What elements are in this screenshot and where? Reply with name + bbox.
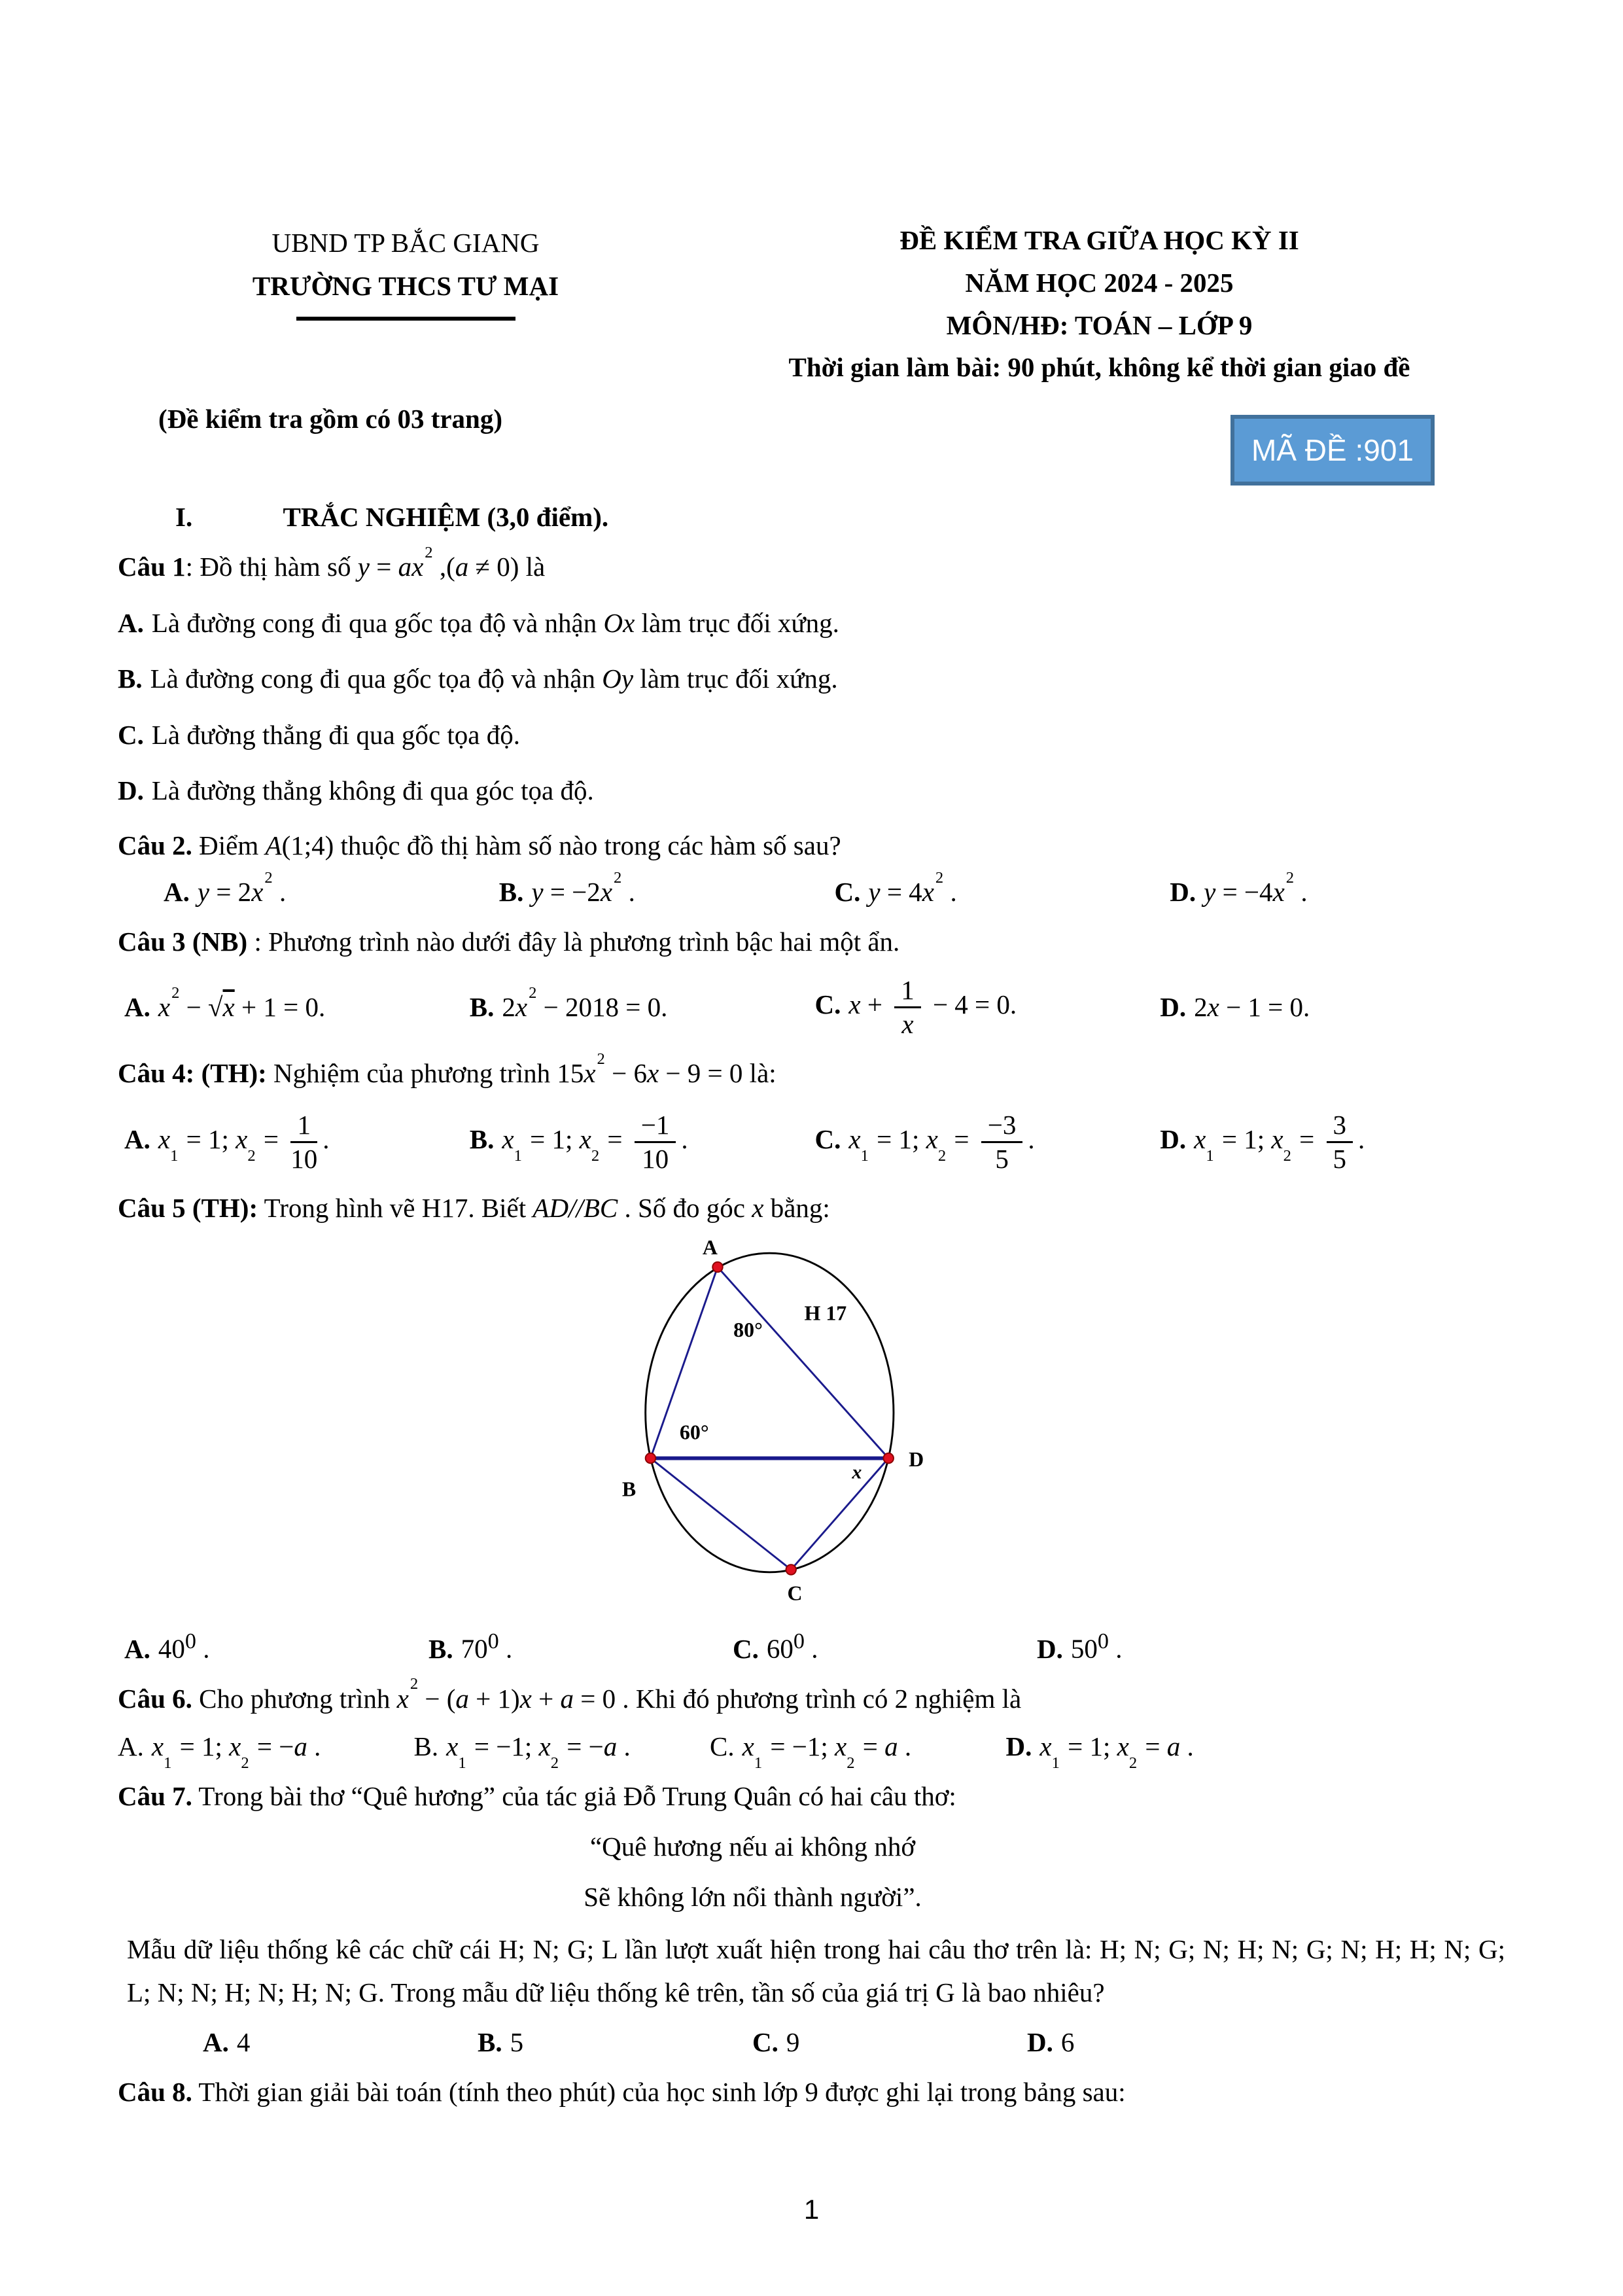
option-label: B. bbox=[469, 992, 495, 1023]
angle-80-label: 80° bbox=[733, 1318, 763, 1341]
option-math: x + $\frac{1}{x}$ − 4 = 0. bbox=[848, 974, 1017, 1039]
q1-pre: : Đồ thị hàm số bbox=[185, 552, 358, 582]
option-label: C. bbox=[814, 1124, 841, 1155]
q2-option-c bbox=[834, 868, 1170, 908]
option-tail: . bbox=[804, 1633, 818, 1664]
header-rule bbox=[296, 317, 515, 321]
option-sup: 0 bbox=[1097, 1629, 1109, 1653]
q2-math: A(1;4) bbox=[265, 830, 334, 860]
q3-option-b bbox=[469, 983, 815, 1023]
option-value: 9 bbox=[786, 2026, 800, 2057]
option-label: D. bbox=[1170, 877, 1196, 908]
question-2-stem bbox=[118, 826, 1505, 866]
point-label-d: D bbox=[908, 1448, 924, 1472]
option-label: C. bbox=[733, 1633, 759, 1664]
option-sup: 0 bbox=[184, 1629, 196, 1653]
q6-math: $x^2 - (a + 1)x + a = 0$ bbox=[396, 1675, 616, 1714]
q6-option-d bbox=[1005, 1731, 1302, 1772]
question-5-stem bbox=[118, 1188, 1505, 1229]
point-label-b: B bbox=[621, 1477, 636, 1501]
section-title: TRẮC NGHIỆM (3,0 điểm). bbox=[283, 502, 609, 533]
option-value: 6 bbox=[1060, 2026, 1075, 2057]
option-math: $x^2 - √x + 1 = 0$. bbox=[158, 983, 326, 1023]
header bbox=[118, 219, 1505, 389]
option-math: $x_1 = -1$; $x_2 = a$ . bbox=[742, 1731, 912, 1772]
option-label: A. bbox=[118, 607, 144, 638]
option-text: Là đường cong đi qua gốc tọa độ và nhận bbox=[151, 607, 604, 638]
q5-pre: Trong hình vẽ H17. Biết bbox=[258, 1193, 533, 1224]
option-sup: 0 bbox=[487, 1629, 499, 1653]
q4-label: Câu 4: (TH): bbox=[118, 1057, 267, 1088]
q1-option-b bbox=[118, 659, 1505, 699]
q2-option-d bbox=[1170, 868, 1505, 908]
q4-option-c bbox=[815, 1110, 1161, 1174]
option-math: $y = 2x^2$ . bbox=[197, 868, 287, 908]
q2-label: Câu 2. bbox=[118, 830, 192, 860]
q1-label: Câu 1 bbox=[118, 552, 186, 582]
q4-post: là: bbox=[742, 1057, 777, 1088]
option-label: C. bbox=[710, 1731, 735, 1762]
option-text: Là đường thẳng đi qua gốc tọa độ. bbox=[151, 719, 520, 750]
option-label: D. bbox=[1037, 1633, 1063, 1664]
note-row bbox=[118, 400, 1505, 486]
option-label: C. bbox=[814, 989, 841, 1019]
option-label: D. bbox=[118, 775, 144, 806]
q4-option-a bbox=[124, 1110, 470, 1174]
q1-post: là bbox=[519, 552, 546, 582]
q6-option-a bbox=[118, 1731, 414, 1772]
chord-bc bbox=[650, 1458, 791, 1570]
option-label: C. bbox=[752, 2026, 778, 2057]
option-math: $y = -2x^2$ . bbox=[531, 868, 635, 908]
exam-subject: MÔN/HĐ: TOÁN – LỚP 9 bbox=[946, 309, 1253, 340]
circle-figure bbox=[580, 1237, 972, 1607]
q7-label: Câu 7. bbox=[118, 1781, 192, 1812]
q1-option-a bbox=[118, 603, 1505, 644]
q7-option-b bbox=[478, 2026, 752, 2058]
question-1-stem bbox=[118, 543, 1505, 588]
section-numeral: I. bbox=[175, 502, 193, 533]
option-label: B. bbox=[498, 877, 524, 908]
q7-option-a bbox=[203, 2026, 478, 2058]
q3-option-a bbox=[124, 983, 470, 1023]
question-4-stem bbox=[118, 1050, 1505, 1094]
option-math: $y = -4x^2$ . bbox=[1204, 868, 1308, 908]
question-3-stem bbox=[118, 922, 1505, 963]
chord-ad bbox=[717, 1267, 888, 1458]
q7-verse-2: Sẽ không lớn nổi thành người”. bbox=[584, 1882, 922, 1913]
option-tail: . bbox=[196, 1633, 210, 1664]
option-label: B. bbox=[118, 663, 143, 694]
q4-option-b bbox=[470, 1110, 815, 1174]
option-value: 50 bbox=[1070, 1633, 1098, 1664]
figure-h17-label: H 17 bbox=[804, 1301, 846, 1325]
option-label: D. bbox=[1160, 992, 1187, 1023]
option-math: $x_1 = -1$; $x_2 = -a$ . bbox=[446, 1731, 631, 1772]
q5-label: Câu 5 (TH): bbox=[118, 1193, 258, 1224]
option-label: A. bbox=[118, 1731, 144, 1762]
option-label: A. bbox=[124, 992, 150, 1023]
exam-title: ĐỀ KIỂM TRA GIỮA HỌC KỲ II bbox=[899, 225, 1299, 255]
exam-duration: Thời gian làm bài: 90 phút, không kể thời gian giao đề bbox=[788, 352, 1410, 383]
q2-option-a bbox=[164, 868, 499, 908]
q6-options-row bbox=[118, 1731, 1302, 1772]
q1-math: $y = ax^2$ ,(a ≠ 0) bbox=[357, 543, 519, 582]
option-value: 60 bbox=[766, 1633, 794, 1664]
section-heading bbox=[118, 501, 1505, 533]
q7-pre: Trong bài thơ “Quê hương” của tác giả Đỗ Trung Quân có hai câu thơ: bbox=[192, 1781, 956, 1812]
q3-label: Câu 3 (NB) bbox=[118, 927, 248, 957]
option-sup: 0 bbox=[793, 1629, 805, 1653]
exam-year: NĂM HỌC 2024 - 2025 bbox=[965, 267, 1234, 298]
question-7-stem bbox=[118, 1776, 1505, 1817]
point-label-c: C bbox=[787, 1581, 803, 1605]
option-label: A. bbox=[203, 2026, 229, 2057]
option-tail: làm trục đối xứng. bbox=[633, 663, 838, 694]
option-math: $x_1 = 1$; $x_2$ = $\frac{-3}{5}$ . bbox=[848, 1110, 1035, 1174]
option-var: Oy bbox=[602, 663, 634, 694]
q7-options-row bbox=[118, 2026, 1302, 2058]
q4-option-d bbox=[1160, 1110, 1505, 1174]
school-name: TRƯỜNG THCS TƯ MẠI bbox=[252, 270, 559, 301]
q6-label: Câu 6. bbox=[118, 1683, 192, 1714]
option-math: 2x − 1 = 0. bbox=[1194, 992, 1310, 1023]
option-tail: . bbox=[498, 1633, 513, 1664]
org-name: UBND TP BẮC GIANG bbox=[271, 228, 540, 258]
option-tail: . bbox=[1108, 1633, 1123, 1664]
exam-code-badge: MÃ ĐỀ :901 bbox=[1230, 415, 1435, 486]
option-label: C. bbox=[118, 719, 144, 750]
pages-note: (Đề kiểm tra gồm có 03 trang) bbox=[158, 404, 503, 434]
q1-option-d bbox=[118, 771, 1505, 811]
option-label: D. bbox=[1005, 1731, 1032, 1762]
q7-option-c bbox=[752, 2026, 1027, 2058]
q5-post: bằng: bbox=[763, 1193, 830, 1224]
chord-cd bbox=[791, 1458, 888, 1570]
option-label: D. bbox=[1027, 2026, 1053, 2057]
option-value: 5 bbox=[510, 2026, 524, 2057]
option-label: A. bbox=[124, 1633, 150, 1664]
q6-option-b bbox=[413, 1731, 710, 1772]
q4-math: $15x^2 - 6x - 9 = 0$ bbox=[557, 1050, 743, 1088]
q7-option-d bbox=[1027, 2026, 1302, 2058]
option-text: Là đường cong đi qua gốc tọa độ và nhận bbox=[150, 663, 602, 694]
page-number: 1 bbox=[803, 2194, 820, 2225]
point-b bbox=[645, 1453, 655, 1463]
option-math: $x_1 = 1$; $x_2$ = $\frac{-1}{10}$ . bbox=[502, 1110, 688, 1174]
q5-option-b bbox=[428, 1629, 733, 1665]
q6-post: . Khi đó phương trình có 2 nghiệm là bbox=[616, 1683, 1022, 1714]
q5-options-row bbox=[118, 1629, 1341, 1665]
option-label: B. bbox=[413, 1731, 439, 1762]
option-math: $x_1 = 1$; $x_2$ = $\frac{1}{10}$ . bbox=[158, 1110, 330, 1174]
point-d bbox=[883, 1453, 893, 1463]
q4-options-row bbox=[118, 1110, 1505, 1174]
question-8-stem bbox=[118, 2072, 1505, 2113]
option-value: 70 bbox=[461, 1633, 488, 1664]
q3-options-row bbox=[118, 976, 1505, 1039]
option-math: $x_1 = 1$; $x_2$ = $\frac{3}{5}$ . bbox=[1194, 1110, 1365, 1174]
question-6-stem bbox=[118, 1675, 1505, 1720]
option-math: $x_1 = 1$; $x_2 = a$ . bbox=[1039, 1731, 1194, 1772]
q2-option-b bbox=[498, 868, 835, 908]
option-value: 4 bbox=[236, 2026, 251, 2057]
q5-math: AD//BC bbox=[532, 1193, 618, 1224]
circle-outline bbox=[645, 1253, 893, 1572]
q3-pre: : Phương trình nào dưới đây là phương trình bậc hai một ẩn. bbox=[247, 927, 900, 957]
option-label: B. bbox=[478, 2026, 502, 2057]
q4-pre: Nghiệm của phương trình bbox=[266, 1057, 557, 1088]
q8-label: Câu 8. bbox=[118, 2076, 192, 2107]
q2-options-row bbox=[118, 868, 1505, 908]
q5-mid: . Số đo góc bbox=[618, 1193, 752, 1224]
q5-option-d bbox=[1037, 1629, 1341, 1665]
q7-verse-1: “Quê hương nếu ai không nhớ bbox=[589, 1831, 916, 1862]
q5-figure bbox=[118, 1237, 1505, 1607]
q6-pre: Cho phương trình bbox=[192, 1683, 397, 1714]
q5-option-a bbox=[124, 1629, 428, 1665]
option-math: $x_1 = 1$; $x_2 = -a$ . bbox=[151, 1731, 321, 1772]
q5-option-c bbox=[733, 1629, 1037, 1665]
angle-x-label: x bbox=[851, 1461, 862, 1483]
option-text: Là đường thẳng không đi qua góc tọa độ. bbox=[151, 775, 594, 806]
q3-option-d bbox=[1160, 991, 1505, 1023]
option-var: Ox bbox=[603, 607, 635, 638]
option-label: B. bbox=[428, 1633, 453, 1664]
angle-60-label: 60° bbox=[679, 1421, 709, 1444]
point-label-a: A bbox=[702, 1236, 718, 1260]
q2-pre: Điểm bbox=[192, 830, 266, 860]
option-value: 40 bbox=[158, 1633, 185, 1664]
q1-option-c bbox=[118, 715, 1505, 756]
q5-var: x bbox=[752, 1193, 764, 1224]
q2-post: thuộc đồ thị hàm số nào trong các hàm số sau? bbox=[334, 830, 841, 860]
q7-paragraph: Mẫu dữ liệu thống kê các chữ cái H; N; G; L lần lượt xuất hiện trong hai câu thơ trên là: H; N; G; N; H; N; G; N; H; H; N; G; L; N; N; H; N; H; N; G. Trong mẫu dữ liệu thống kê trên, tần số của giá trị G là bao nhiêu? bbox=[127, 1934, 1505, 2008]
q6-option-c bbox=[710, 1731, 1006, 1772]
q8-pre: Thời gian giải bài toán (tính theo phút) của học sinh lớp 9 được ghi lại trong bảng sau: bbox=[192, 2076, 1126, 2107]
option-math: $y = 4x^2$ . bbox=[868, 868, 957, 908]
option-tail: làm trục đối xứng. bbox=[635, 607, 839, 638]
header-right bbox=[693, 219, 1505, 389]
option-label: C. bbox=[834, 877, 861, 908]
q3-option-c bbox=[815, 976, 1161, 1039]
point-a bbox=[712, 1262, 722, 1272]
point-c bbox=[786, 1564, 795, 1574]
option-label: B. bbox=[469, 1124, 495, 1155]
option-math: $2x^2 - 2018 = 0$. bbox=[502, 983, 668, 1023]
option-label: A. bbox=[124, 1124, 150, 1155]
header-left bbox=[118, 219, 693, 321]
option-label: A. bbox=[164, 877, 190, 908]
option-label: D. bbox=[1160, 1124, 1187, 1155]
